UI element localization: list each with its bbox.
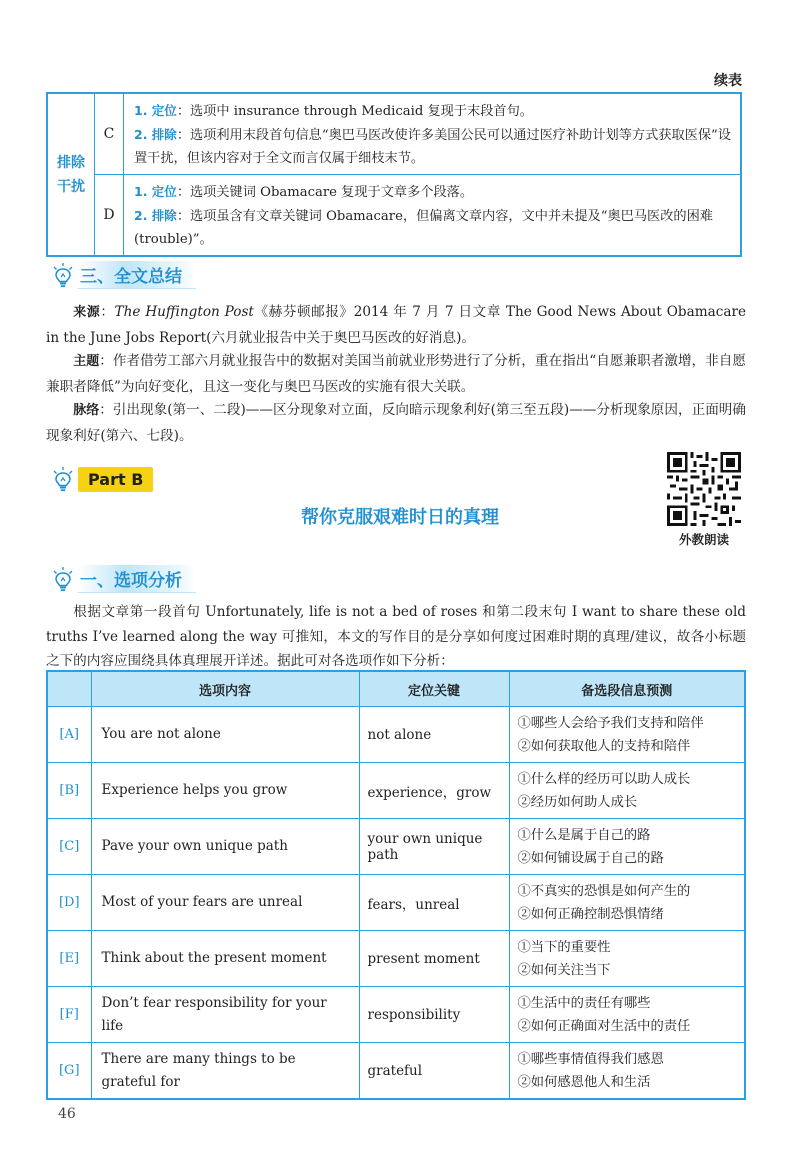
detail-text: ：选项中 insurance through Medicaid 复现于末段首句。 [176, 104, 533, 119]
table-row [47, 875, 745, 931]
prediction-line: ②经历如何助人成长 [517, 794, 638, 810]
source-paragraph [46, 300, 746, 350]
table-row [47, 707, 745, 763]
option-key: grateful [359, 1043, 509, 1100]
option-content: You are not alone [91, 707, 359, 763]
tag-exclude: 2. 排除 [134, 127, 177, 142]
context-label: 脉络 [73, 403, 100, 418]
prediction-line: ②如何获取他人的支持和陪伴 [517, 738, 691, 754]
table-row [47, 819, 745, 875]
table-row [47, 987, 745, 1043]
theme-paragraph [46, 349, 746, 399]
option-letter: [F] [47, 987, 91, 1043]
option-letter: [C] [47, 819, 91, 875]
option-prediction [509, 819, 745, 875]
option-prediction [509, 875, 745, 931]
prediction-line: ②如何正确面对生活中的责任 [517, 1018, 691, 1034]
detail-text: ：选项利用末段首句信息“奥巴马医改使许多美国公民可以通过医疗补助计划等方式获取医保”设置干扰，但该内容对于全文而言仅属于细枝末节。 [134, 128, 731, 166]
option-prediction [509, 987, 745, 1043]
option-prediction [509, 1043, 745, 1100]
context-paragraph [46, 398, 746, 448]
lightbulb-icon [52, 466, 74, 492]
prediction-line: ②如何铺设属于自己的路 [517, 850, 664, 866]
section-title: 一、选项分析 [78, 565, 196, 593]
part-b-heading [52, 466, 153, 492]
theme-text: ：作者借劳工部六月就业报告中的数据对美国当前就业形势进行了分析，重在指出“自愿兼职者激增，非自愿兼职者降低”为向好变化，且这一变化与奥巴马医改的实施有很大关联。 [46, 353, 746, 395]
tag-locate: 1. 定位 [134, 103, 177, 118]
option-letter: [B] [47, 763, 91, 819]
detail-text: ：选项虽含有文章关键词 Obamacare，但偏离文章内容，文中并未提及“奥巴马医改的困难(trouble)”。 [134, 209, 713, 247]
detail-line [134, 180, 732, 204]
option-letter: C [95, 93, 124, 175]
section-title: 三、全文总结 [78, 261, 196, 289]
option-prediction [509, 931, 745, 987]
detail-line [134, 123, 732, 170]
option-letter: D [95, 175, 124, 257]
detail-line [134, 204, 732, 251]
qr-label: 外教朗读 [678, 532, 729, 547]
option-detail [124, 93, 742, 175]
header-blank [47, 671, 91, 707]
table-row [47, 931, 745, 987]
option-letter: [D] [47, 875, 91, 931]
table-row [47, 93, 741, 175]
options-table [46, 670, 746, 1100]
passage-title: 帮你克服艰难时日的真理 [301, 507, 499, 528]
option-key: not alone [359, 707, 509, 763]
option-key: your own unique path [359, 819, 509, 875]
source-text: 《赫芬顿邮报》2014 年 7 月 7 日文章 The Good News About Obamacare in the June Jobs Report(六月就业报告中关于奥巴马医改的好消息)。 [46, 304, 746, 346]
tag-locate: 1. 定位 [134, 184, 177, 199]
prediction-line: ②如何关注当下 [517, 962, 611, 978]
table-row [47, 1043, 745, 1100]
detail-line [134, 99, 732, 123]
option-prediction [509, 763, 745, 819]
option-content: Don’t fear responsibility for your life [91, 987, 359, 1043]
header-content: 选项内容 [91, 671, 359, 707]
option-content: There are many things to be grateful for [91, 1043, 359, 1100]
continued-label: 续表 [714, 73, 742, 89]
context-text: ：引出现象(第一、二段)——区分现象对立面，反向暗示现象利好(第三至五段)——分析现象原因，正面明确现象利好(第六、七段)。 [46, 402, 746, 444]
theme-label: 主题 [73, 354, 100, 369]
summary-heading [52, 262, 196, 288]
prediction-line: ①哪些人会给予我们支持和陪伴 [517, 715, 704, 731]
option-letter: [E] [47, 931, 91, 987]
option-key: responsibility [359, 987, 509, 1043]
option-content: Pave your own unique path [91, 819, 359, 875]
header-key: 定位关键 [359, 671, 509, 707]
exclusion-table [46, 92, 742, 257]
prediction-line: ①什么样的经历可以助人成长 [517, 771, 691, 787]
table-row [47, 175, 741, 257]
qr-code-icon[interactable] [667, 452, 741, 526]
prediction-line: ①生活中的责任有哪些 [517, 995, 651, 1011]
analysis-intro: 根据文章第一段首句 Unfortunately, life is not a bed of roses 和第二段末句 I want to share these old truths I’ve learned along the way 可推知，本文的写作目的是分享如何度过困难时期的真理/建议，故各小标题之下的内容应围绕具体真理展开详述。据此可对各选项作如下分析： [46, 604, 746, 669]
header-prediction: 备选段信息预测 [509, 671, 745, 707]
source-publication: The Huffington Post [114, 304, 254, 320]
tag-exclude: 2. 排除 [134, 208, 177, 223]
category-cell: 排除干扰 [47, 93, 95, 256]
option-key: fears，unreal [359, 875, 509, 931]
option-letter: [G] [47, 1043, 91, 1100]
prediction-line: ②如何正确控制恐惧情绪 [517, 906, 664, 922]
option-key: present moment [359, 931, 509, 987]
option-detail [124, 175, 742, 257]
source-colon: ： [100, 304, 115, 320]
table-row [47, 763, 745, 819]
prediction-line: ①什么是属于自己的路 [517, 827, 651, 843]
option-key: experience，grow [359, 763, 509, 819]
page-number: 46 [58, 1106, 76, 1122]
prediction-line: ②如何感恩他人和生活 [517, 1074, 651, 1090]
option-content: Most of your fears are unreal [91, 875, 359, 931]
option-prediction [509, 707, 745, 763]
option-content: Experience helps you grow [91, 763, 359, 819]
prediction-line: ①哪些事情值得我们感恩 [517, 1051, 664, 1067]
lightbulb-icon [52, 262, 74, 288]
source-label: 来源 [73, 305, 101, 320]
lightbulb-icon [52, 566, 74, 592]
detail-text: ：选项关键词 Obamacare 复现于文章多个段落。 [176, 185, 474, 200]
prediction-line: ①不真实的恐惧是如何产生的 [517, 883, 691, 899]
option-letter: [A] [47, 707, 91, 763]
option-content: Think about the present moment [91, 931, 359, 987]
prediction-line: ①当下的重要性 [517, 939, 611, 955]
analysis-heading [52, 566, 196, 592]
table-header-row [47, 671, 745, 707]
part-b-tag: Part B [78, 467, 153, 492]
